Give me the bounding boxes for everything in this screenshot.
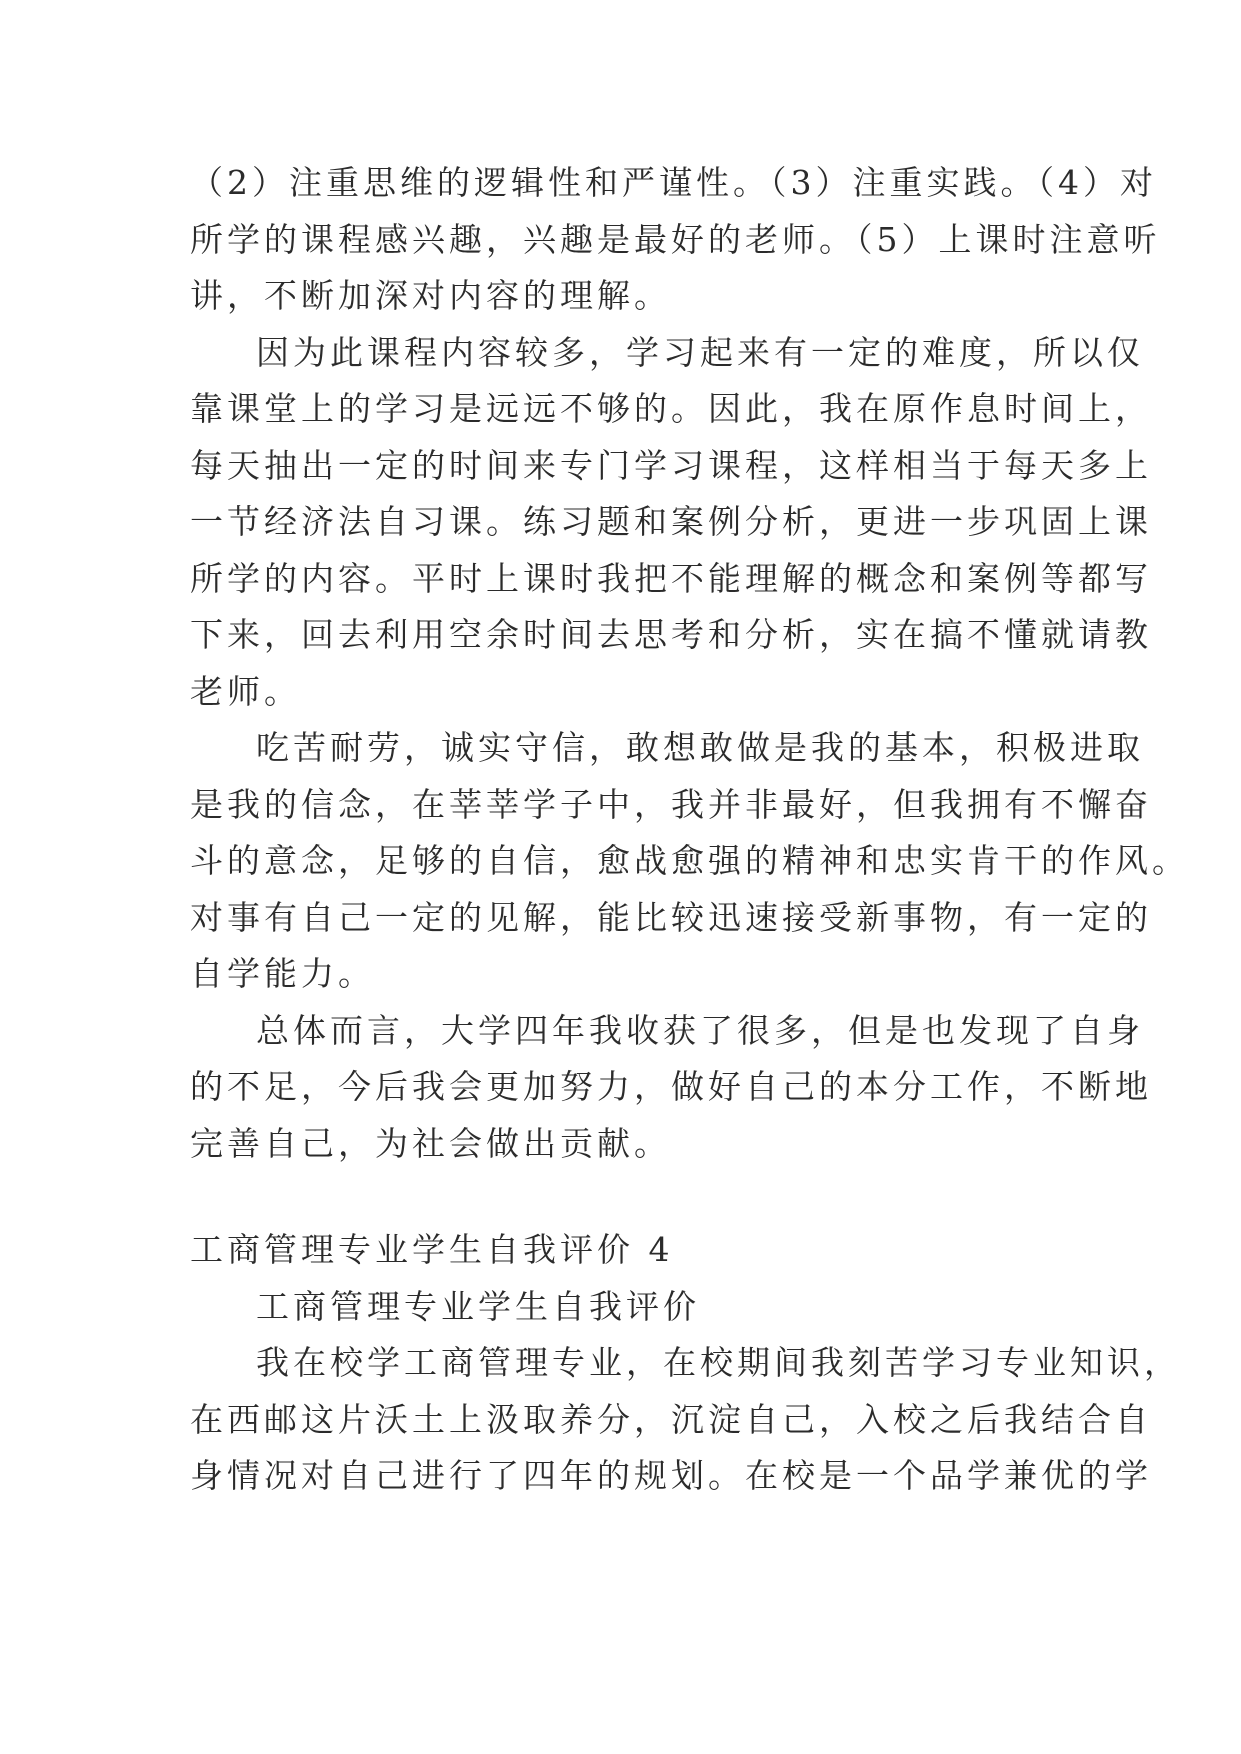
text-line: 每天抽出一定的时间来专门学习课程，这样相当于每天多上 <box>190 445 1152 485</box>
text-line: 老师。 <box>190 671 301 711</box>
paragraph-extra-study <box>190 325 1152 721</box>
text-line: 因为此课程内容较多，学习起来有一定的难度，所以仅 <box>256 332 1144 372</box>
paragraph-introduction <box>190 1335 1181 1505</box>
text-line: 我在校学工商管理专业，在校期间我刻苦学习专业知识， <box>256 1343 1181 1382</box>
paragraph-summary <box>190 1003 1152 1173</box>
text-line: 讲，不断加深对内容的理解。 <box>190 276 671 315</box>
text-line: 对事有自己一定的见解，能比较迅速接受新事物，有一定的 <box>190 897 1152 937</box>
text-line: 斗的意念，足够的自信，愈战愈强的精神和忠实肯干的作风。 <box>190 841 1189 880</box>
section-heading: 工商管理专业学生自我评价 4 <box>190 1230 674 1269</box>
text-line: 完善自己，为社会做出贡献。 <box>190 1123 671 1163</box>
text-line: 的不足，今后我会更加努力，做好自己的本分工作，不断地 <box>190 1067 1152 1106</box>
text-line: 在西邮这片沃土上汲取养分，沉淀自己，入校之后我结合自 <box>190 1399 1152 1439</box>
section-spacer <box>190 1172 1060 1222</box>
text-line: 靠课堂上的学习是远远不够的。因此，我在原作息时间上， <box>190 389 1152 428</box>
text-line: 吃苦耐劳，诚实守信，敢想敢做是我的基本，积极进取 <box>256 728 1144 767</box>
text-line: 总体而言，大学四年我收获了很多，但是也发现了自身 <box>256 1010 1144 1050</box>
text-line: 自学能力。 <box>190 954 375 993</box>
text-line: （2）注重思维的逻辑性和严谨性。（3）注重实践。（4）对 <box>190 163 1157 202</box>
text-line: 一节经济法自习课。练习题和案例分析，更进一步巩固上课 <box>190 502 1152 541</box>
text-line: 是我的信念，在莘莘学子中，我并非最好，但我拥有不懈奋 <box>190 784 1152 824</box>
document-body <box>190 155 1189 1505</box>
paragraph-study-methods <box>190 155 1161 325</box>
text-line: 下来，回去利用空余时间去思考和分析，实在搞不懂就请教 <box>190 615 1152 654</box>
text-line: 所学的内容。平时上课时我把不能理解的概念和案例等都写 <box>190 558 1152 598</box>
subheading: 工商管理专业学生自我评价 <box>256 1286 700 1326</box>
paragraph-character <box>190 720 1189 1003</box>
text-line: 身情况对自己进行了四年的规划。在校是一个品学兼优的学 <box>190 1456 1152 1495</box>
text-line: 所学的课程感兴趣，兴趣是最好的老师。（5）上课时注意听 <box>190 219 1161 259</box>
